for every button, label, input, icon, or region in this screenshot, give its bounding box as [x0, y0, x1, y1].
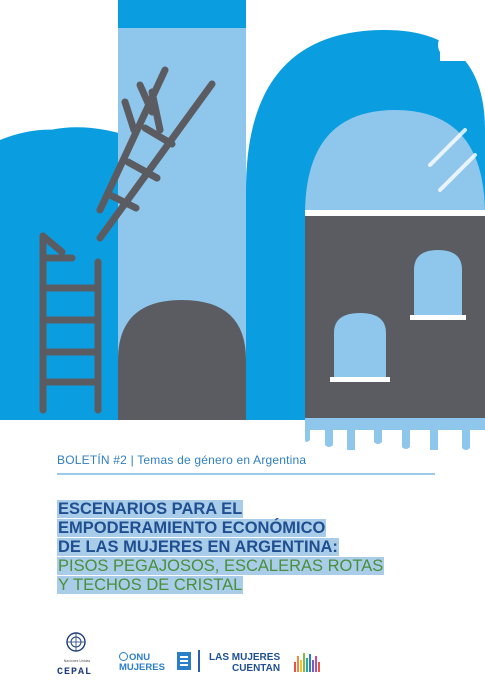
divider-line [57, 473, 435, 475]
title-line-3: DE LAS MUJERES EN ARGENTINA: [58, 538, 338, 556]
cepal-logo [57, 631, 97, 678]
report-title [57, 500, 384, 595]
title-line-4: PISOS PEGAJOSOS, ESCALERAS ROTAS [58, 557, 384, 575]
cloud-icon [438, 24, 485, 61]
onu-mujeres-icon [119, 652, 128, 661]
center-column-dark [118, 0, 246, 28]
title-line-5: Y TECHOS DE CRISTAL [58, 576, 243, 594]
lmc-line-1: LAS MUJERES [209, 652, 281, 663]
subtitle-separator: | [130, 453, 134, 467]
partner-logos [0, 625, 485, 697]
title-line-2: EMPODERAMIENTO ECONÓMICO [58, 519, 326, 537]
bulletin-topic: Temas de género en Argentina [137, 453, 307, 467]
onu-mujeres-logo [119, 652, 165, 673]
cepal-wordmark: CEPAL [57, 667, 93, 678]
bulletin-subtitle [57, 453, 306, 467]
mujeres-label: MUJERES [119, 662, 165, 673]
cloud-icon [0, 29, 105, 90]
title-line-1: ESCENARIOS PARA EL [58, 500, 243, 518]
onu-emblem-icon [177, 652, 191, 670]
logo-divider [198, 650, 200, 672]
las-mujeres-cuentan-logo [209, 652, 280, 674]
un-emblem-icon [65, 631, 87, 653]
lmc-line-2: CUENTAN [231, 663, 281, 674]
cloud-icon [414, 0, 485, 28]
building-window [334, 313, 386, 380]
un-label: Naciones Unidas [63, 659, 91, 663]
onu-label: ONU [129, 652, 151, 663]
bulletin-number: BOLETÍN #2 [57, 453, 128, 467]
building-window [414, 250, 462, 318]
gray-arch [118, 300, 246, 420]
bar-chart-icon [294, 650, 324, 674]
dripping-ground [305, 418, 485, 450]
